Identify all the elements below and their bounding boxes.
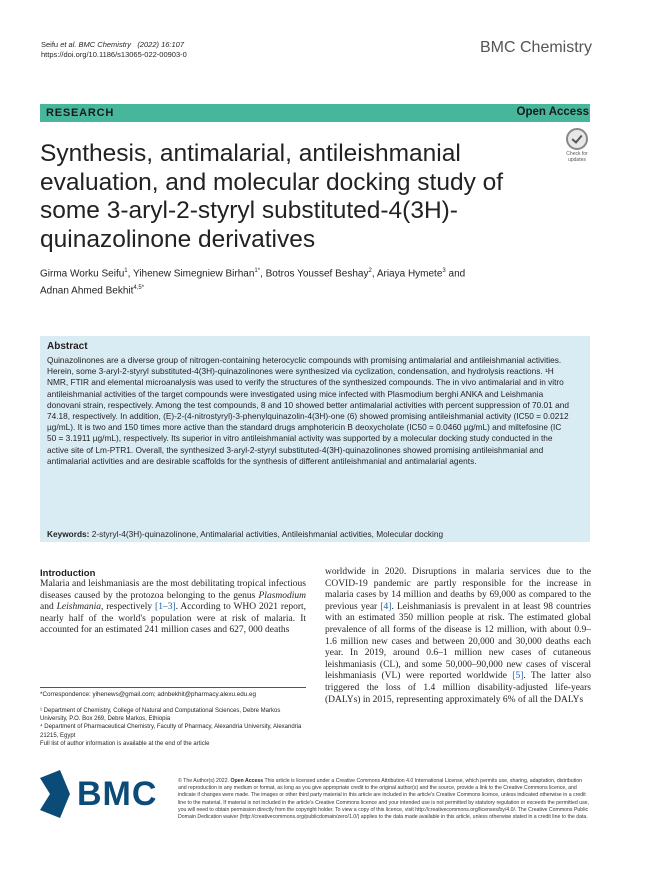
author-list: [40, 264, 560, 299]
abstract-heading: Abstract: [47, 341, 88, 352]
bmc-logo-text: BMC: [77, 775, 158, 813]
keywords-list: 2-styryl-4(3H)-quinazolinone, Antimalarial activities, Antileishmanial activities, Molecular docking: [89, 529, 444, 539]
copyright-body: This article is licensed under a Creative Commons Attribution 4.0 International License, which permits use, sharing, adaptation, distribution and reproduction in any medium or format, as long as you give appropriate credit to the original author(s) and the source, provide a link to the Creative Commons licence, and indicate if changes were made. The images or other third party material in this article are included in the article's Creative Commons licence, unless indicated otherwise in a credit line to the material. If material is not included in the article's Creative Commons licence and your intended use is not permitted by statutory regulation or exceeds the permitted use, you will need to obtain permission directly from the copyright holder. To view a copy of this licence, visit http://creativecommons.org/licenses/by/4.0/. The Creative Commons Public Domain Dedication waiver (http://creativecommons.org/publicdomain/zero/1.0/) applies to the data made available in this article, unless otherwise stated in a credit line to the data.: [178, 778, 590, 821]
badge-line2: updates: [568, 156, 586, 163]
author-sup: 1: [124, 268, 128, 274]
copyright-lead: © The Author(s) 2022.: [178, 778, 231, 784]
journal-name: BMC Chemistry: [479, 39, 592, 56]
author-sup: 1*: [254, 268, 261, 274]
author-sup: 2: [368, 268, 372, 274]
check-icon: [566, 128, 588, 150]
author-sup: 3: [442, 268, 446, 274]
footnote-divider: [40, 687, 306, 688]
intro-right-column: [325, 567, 591, 706]
doi-link[interactable]: https://doi.org/10.1186/s13065-022-00903-0: [41, 50, 187, 59]
author: Adnan Ahmed Bekhit: [40, 285, 134, 297]
intro-text: . The latter also triggered the loss of 1.4 million disability-adjusted life-years (DALYs) in 2015, representing approximately 6% of all the DALYs: [325, 671, 591, 705]
intro-text: and: [40, 602, 57, 613]
citation-authors: Seifu: [41, 40, 61, 49]
affiliations: [40, 707, 306, 748]
author: , Yihenew Simegniew Birhan: [127, 268, 255, 280]
affiliation: ¹ Department of Chemistry, College of Natural and Computational Sciences, Debre Markos University, P.O. Box 269, Debre Markos, Ethiopia: [40, 708, 281, 723]
author-conjunction: and: [445, 268, 466, 280]
reference-link[interactable]: [5]: [512, 671, 524, 682]
article-title: Synthesis, antimalarial, antileishmanial evaluation, and molecular docking study of some 3-aryl-2-styryl substituted-4(3H)-quinazolinone derivatives: [40, 140, 504, 253]
affiliation-note: Full list of author information is available at the end of the article: [40, 740, 210, 747]
author: Girma Worku Seifu: [40, 268, 125, 280]
section-banner: [40, 104, 590, 122]
citation-journal: et al. BMC Chemistry: [60, 40, 132, 49]
intro-text: worldwide in 2020. Disruptions in malaria services due to the COVID-19 pandemic are partly responsible for the increase in malaria cases by 14 million and deaths by 69,000 as compared to the previous year: [325, 567, 591, 612]
author-sup: 4,5*: [133, 285, 145, 292]
logo-chevron: [40, 770, 70, 818]
copyright-notice: [178, 778, 591, 821]
keywords: [47, 529, 577, 539]
reference-link[interactable]: [4]: [380, 601, 392, 612]
intro-italic: Leishmania: [56, 602, 101, 613]
intro-italic: Plasmodium: [258, 590, 306, 601]
check-for-updates-badge[interactable]: [564, 128, 590, 164]
citation-header: [41, 40, 187, 60]
correspondence[interactable]: *Correspondence: yihenews@gmail.com; adnbekhit@pharmacy.alexu.edu.eg: [40, 691, 257, 698]
author: , Botros Youssef Beshay: [260, 268, 369, 280]
copyright-open-access: Open Access: [230, 778, 264, 784]
author: , Ariaya Hymete: [371, 268, 443, 280]
section-label: RESEARCH: [46, 107, 115, 119]
intro-text: , respectively: [100, 602, 156, 613]
open-access-label: Open Access: [516, 106, 589, 118]
introduction-heading: Introduction: [40, 568, 96, 579]
abstract-text: Quinazolinones are a diverse group of nitrogen-containing heterocyclic compounds with promising antimalarial and antileishmanial activities. Herein, some 3-aryl-2-styryl substituted-4(3H)-quinazolinones were synthesized via cyclization, condensation, and hydrolysis reactions. ¹H NMR, FTIR and elemental microanalysis was used to verify the structures of the synthesized compounds. The in vivo antimalarial and in vitro antileishmanial activities of the target compounds were investigated using mice infected with Plasmodium berghi ANKA and Leishmania donovani strain, respectively. Among the test compounds, 8 and 10 showed better antimalarial activities with percent suppression of 70.01 and 74.18, respectively. In addition, (E)-2-(4-nitrostyryl)-3-phenylquinazolin-4(3H)-one (6) showed promising antileishmanial activity (IC50 = 0.0212 µg/mL). It is two and 150 times more active than the standard drugs amphotericin B deoxycholate (IC50 = 0.0460 µg/mL) and miltefosine (IC 50 = 3.1911 µg/mL), respectively. Its superior in vitro antileishmanial activity was supported by a molecular docking study conducted in the active site of Lm-PTR1. Overall, the synthesized 3-aryl-2-styryl substituted-4(3H)-quinazolinones showed promising antileishmanial and antimalarial activities and are desirable scaffolds for the synthesis of different antileishmanial and antimalarial agents.: [47, 355, 569, 466]
badge-line1: Check for: [566, 151, 588, 157]
intro-text: Malaria and leishmaniasis are the most debilitating tropical infectious diseases caused by the protozoa belonging to the genus: [40, 579, 306, 601]
citation-year: (2022) 16:107: [137, 40, 185, 49]
intro-text: . According to WHO 2021 report, nearly half of the world's population were at risk of malaria. It accounted for an estimated 241 million cases and 627, 000 deaths: [40, 602, 306, 636]
affiliation: ⁴ Department of Pharmaceutical Chemistry, Faculty of Pharmacy, Alexandria University, Alexandria 21215, Egypt: [40, 724, 302, 739]
reference-link[interactable]: [1–3]: [155, 602, 176, 613]
intro-left-column: [40, 579, 306, 637]
intro-text: . Leishmaniasis is prevalent in at least 98 countries with an estimated 350 million people at risk. The estimated global prevalence of all forms of the disease is 12 million, with about 0.9–1.6 million new cases and between 20,000 and 30,000 deaths each year. In 2019, around 0.6–1 million new cases of cutaneous leishmaniasis (CL), and some 50,000–90,000 new cases of visceral leishmaniasis (VL) were reported worldwide: [325, 601, 591, 682]
keywords-label: Keywords:: [47, 529, 90, 539]
